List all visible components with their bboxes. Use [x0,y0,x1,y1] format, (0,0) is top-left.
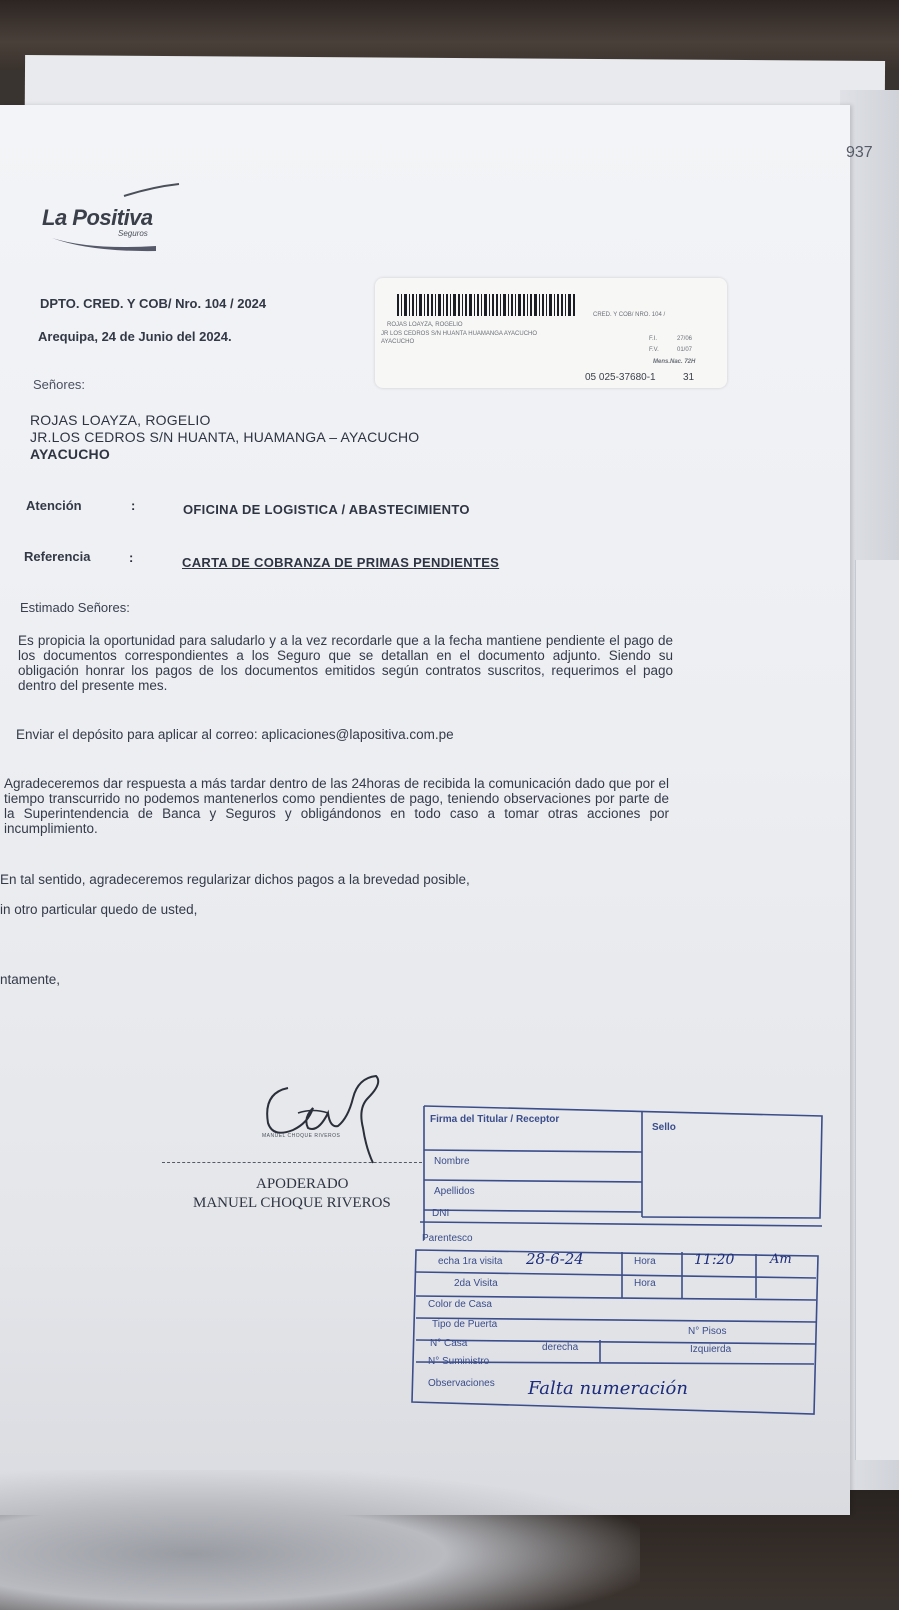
closing: ntamente, [0,972,61,987]
addressee-address: JR.LOS CEDROS S/N HUANTA, HUAMANGA – AYACUCHO [30,429,420,445]
handwritten-signature-icon [258,1068,388,1168]
paragraph-1: Es propicia la oportunidad para saludarlo y a la vez recordarle que a la fecha mantiene pendiente el pago de los documentos correspondientes a los Seguro que se detallan en el documento adjunto. Siendo su obligación honrar los pagos de los documentos emitidos según contratos suscritos, requerimos el pago dentro del presente mes. [18,633,673,693]
label-name: ROJAS LOAYZA, ROGELIO [387,322,463,328]
stamp-hora: Hora [634,1256,656,1267]
label-fv-label: F.V. [649,347,659,353]
stamp-observaciones-value: Falta numeración [528,1378,688,1399]
logo-swoosh-icon [122,183,180,197]
atencion-label: Atención [26,498,82,513]
stamp-observaciones: Observaciones [428,1378,495,1389]
label-mens: Mens.Nac. 72H [653,359,696,365]
stamp-segunda-visita: 2da Visita [454,1278,498,1289]
document-reference: DPTO. CRED. Y COB/ Nro. 104 / 2024 [40,296,267,311]
delivery-stamp [410,1100,830,1420]
label-ref: CRED. Y COB/ NRO. 104 / [593,312,666,318]
document-date: Arequipa, 24 de Junio del 2024. [38,329,232,344]
atencion-colon: : [131,498,136,513]
stamp-parentesco: Parentesco [422,1233,473,1244]
signature-line [162,1162,422,1163]
company-logo: La Positiva [42,205,153,230]
label-fi-label: F.I. [649,336,658,342]
stamp-n-casa: N° Casa [430,1338,468,1349]
side-sheet-2 [855,560,899,1460]
stamp-n-pisos: N° Pisos [688,1326,727,1337]
paragraph-2: Enviar el depósito para aplicar al correo: aplicaciones@lapositiva.com.pe [16,727,454,742]
label-fi-value: 27/06 [677,336,693,342]
stamp-sello: Sello [652,1122,676,1133]
label-city: AYACUCHO [381,339,415,345]
addressee-block [30,412,419,463]
stamp-fecha-visita: echa 1ra visita [438,1256,503,1267]
stamp-n-suministro: N° Suministro [428,1356,490,1367]
signatory-role: APODERADO [256,1176,349,1192]
stamp-tipo-puerta: Tipo de Puerta [432,1319,498,1330]
stamp-dni: DNI [432,1208,450,1219]
label-fv-value: 01/07 [677,347,693,353]
addressee-city: AYACUCHO [30,446,110,462]
referencia-label: Referencia [24,549,91,564]
signature-printed-name: MANUEL CHOQUE RIVEROS [262,1133,341,1139]
atencion-value: OFICINA DE LOGISTICA / ABASTECIMIENTO [183,502,470,517]
logo-underline-icon [50,236,160,252]
mailing-label [375,278,727,388]
label-address: JR LOS CEDROS S/N HUANTA HUAMANGA AYACUCHO [381,331,538,337]
signatory-name: MANUEL CHOQUE RIVEROS [193,1195,391,1211]
stamp-nombre: Nombre [434,1156,470,1167]
stamp-hora-2: Hora [634,1278,656,1289]
addressee-greeting: Señores: [33,377,86,392]
stamp-firma: Firma del Titular / Receptor [430,1114,560,1125]
stamp-apellidos: Apellidos [434,1186,475,1197]
page-number: 937 [846,144,873,161]
salutation: Estimado Señores: [20,600,130,615]
stamp-derecha: derecha [542,1342,579,1353]
label-tracking-suffix: 31 [683,372,695,383]
barcode-icon [397,294,575,318]
paragraph-4: En tal sentido, agradeceremos regularizar dichos pagos a la brevedad posible, [0,872,470,887]
stamp-hora-ampm: Am [770,1252,792,1267]
paragraph-3: Agradeceremos dar respuesta a más tardar dentro de las 24horas de recibida la comunicación dado que por el tiempo transcurrido no podemos mantenerlos como pendientes de pago, teniendo observaciones por parte de la Superintendencia de Banca y Seguros y obligándonos en todo caso a tomar otras acciones por incumplimiento. [4,776,669,836]
stamp-izquierda: Izquierda [690,1344,732,1355]
paragraph-5: in otro particular quedo de usted, [0,902,198,917]
stamp-fecha-value: 28-6-24 [526,1250,584,1268]
stamp-color-casa: Color de Casa [428,1299,492,1310]
referencia-value: CARTA DE COBRANZA DE PRIMAS PENDIENTES [182,555,500,570]
company-logo-sub: Seguros [118,229,148,238]
addressee-name: ROJAS LOAYZA, ROGELIO [30,412,211,428]
referencia-colon: : [129,550,134,565]
stamp-hora-value: 11:20 [694,1252,735,1268]
hand-shadow [0,1470,640,1610]
label-tracking: 05 025-37680-1 [585,372,656,383]
